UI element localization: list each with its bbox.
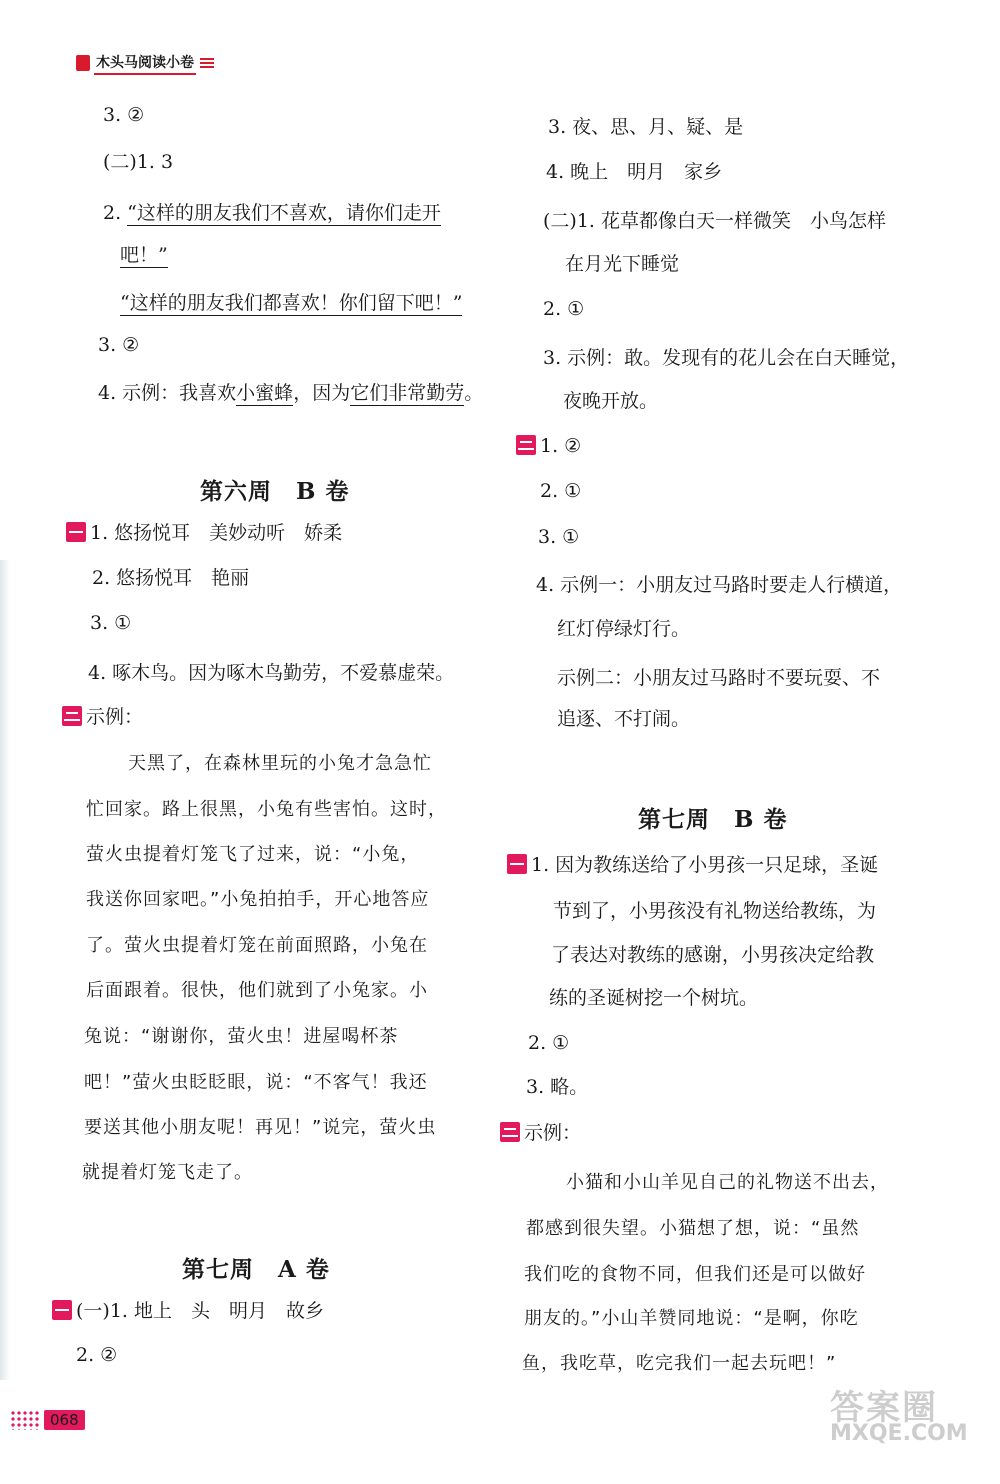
site-watermark xyxy=(830,1388,968,1447)
watermark-logo-text: 答案圈 xyxy=(830,1388,938,1428)
story-line: 天黑了，在森林里玩的小兔才急急忙 xyxy=(128,753,432,774)
story-line: 忙回家。路上很黑，小兔有些害怕。这时， xyxy=(86,799,447,820)
series-header xyxy=(76,52,214,74)
answer-line: (二)1. 花草都像白天一样微笑 小鸟怎样 xyxy=(543,210,886,232)
answer-line: 3. ① xyxy=(538,526,580,548)
answer-line xyxy=(66,520,342,546)
story-line: 都感到很失望。小猫想了想，说：“虽然 xyxy=(526,1218,860,1239)
answer-text: ，因为 xyxy=(293,382,351,404)
answer-line: 2. ① xyxy=(528,1032,570,1054)
answer-line: 2. ② xyxy=(76,1344,118,1366)
part-one-icon xyxy=(507,854,527,874)
story-line: 鱼，我吃草，吃完我们一起去玩吧！” xyxy=(522,1353,837,1374)
answer-line: 3. ① xyxy=(90,612,132,634)
answer-line: 4. 晚上 明月 家乡 xyxy=(546,161,723,183)
answer-text: 1. 悠扬悦耳 美妙动听 娇柔 xyxy=(90,522,343,544)
answer-line: 红灯停绿灯行。 xyxy=(557,618,691,640)
story-line: 了。萤火虫提着灯笼在前面照路，小兔在 xyxy=(86,935,428,956)
answer-number: 2. xyxy=(103,202,128,224)
answer-line xyxy=(62,704,143,730)
page-edge-shadow xyxy=(0,560,10,1380)
answer-line: 夜晚开放。 xyxy=(563,390,659,412)
answer-line: 了表达对教练的感谢，小男孩决定给教 xyxy=(551,944,875,966)
answer-text: 。 xyxy=(464,382,484,404)
story-line: 吧！”萤火虫眨眨眼，说：“不客气！我还 xyxy=(84,1072,428,1093)
answer-text: 示例： xyxy=(86,706,144,728)
story-line: 萤火虫提着灯笼飞了过来，说：“小兔， xyxy=(86,844,420,865)
answer-text: (一)1. 地上 头 明月 故乡 xyxy=(76,1300,324,1322)
answer-line: 4. 啄木鸟。因为啄木鸟勤劳，不爱慕虚荣。 xyxy=(88,662,455,684)
answer-line: 3. ② xyxy=(103,104,145,126)
watermark-url: MXQE.COM xyxy=(830,1421,968,1446)
answer-line: 4. 示例一：小朋友过马路时要走人行横道， xyxy=(536,574,903,596)
answer-line xyxy=(120,242,168,268)
story-line: 兔说：“谢谢你，萤火虫！进屋喝杯茶 xyxy=(84,1026,399,1047)
answer-text: 4. 示例：我喜欢 xyxy=(98,382,237,404)
answer-line xyxy=(500,1120,581,1146)
answer-line: 3. 略。 xyxy=(526,1076,589,1098)
story-line: 我们吃的食物不同，但我们还是可以做好 xyxy=(524,1264,866,1285)
answer-line: 3. 夜、思、月、疑、是 xyxy=(548,116,744,138)
story-line: 就提着灯笼飞走了。 xyxy=(82,1162,253,1183)
underlined-text: 它们非常勤劳 xyxy=(350,382,465,404)
answer-text: 示例： xyxy=(524,1122,582,1144)
section-heading: 第七周 A 卷 xyxy=(182,1256,330,1283)
section-heading: 第六周 B 卷 xyxy=(200,478,350,505)
story-line: 我送你回家吧。”小兔拍拍手，开心地答应 xyxy=(86,889,430,910)
answer-line: 练的圣诞树挖一个树坑。 xyxy=(549,987,759,1009)
answer-line: 示例二：小朋友过马路时不要玩耍、不 xyxy=(557,667,881,689)
underlined-quote: 吧！” xyxy=(120,244,168,266)
part-one-icon xyxy=(52,1300,72,1320)
answer-text: 1. ② xyxy=(540,435,582,457)
answer-line xyxy=(507,852,878,878)
answer-line xyxy=(103,200,441,226)
answer-line: (二)1. 3 xyxy=(103,151,174,173)
dot-pattern-icon xyxy=(10,1410,40,1430)
answer-line: 节到了，小男孩没有礼物送给教练，为 xyxy=(553,900,877,922)
story-line: 小猫和小山羊见自己的礼物送不出去， xyxy=(566,1172,889,1193)
header-lines-icon xyxy=(200,56,214,70)
horse-logo-icon xyxy=(76,55,90,71)
underlined-text: 小蜜蜂 xyxy=(236,382,294,404)
answer-text: 1. 因为教练送给了小男孩一只足球，圣诞 xyxy=(531,854,879,876)
series-title: 木头马阅读小卷 xyxy=(94,52,196,75)
part-one-icon xyxy=(66,522,86,542)
story-line: 后面跟着。很快，他们就到了小兔家。小 xyxy=(86,980,428,1001)
part-two-icon xyxy=(62,706,82,726)
answer-line: 在月光下睡觉 xyxy=(565,253,680,275)
story-line: 要送其他小朋友呢！再见！”说完，萤火虫 xyxy=(84,1117,437,1138)
answer-line: 2. ① xyxy=(543,298,585,320)
underlined-quote: “这样的朋友我们都喜欢！你们留下吧！” xyxy=(120,292,463,314)
answer-line: 追逐、不打闹。 xyxy=(557,708,691,730)
page-number: 068 xyxy=(44,1410,85,1430)
section-heading: 第七周 B 卷 xyxy=(638,806,788,833)
story-line: 朋友的。”小山羊赞同地说：“是啊，你吃 xyxy=(524,1308,859,1329)
part-two-icon xyxy=(516,435,536,455)
answer-line: 2. 悠扬悦耳 艳丽 xyxy=(92,567,250,589)
answer-line: 2. ① xyxy=(540,480,582,502)
answer-line: 3. 示例：敢。发现有的花儿会在白天睡觉， xyxy=(543,347,910,369)
underlined-quote: “这样的朋友我们不喜欢，请你们走开 xyxy=(127,202,441,224)
part-two-icon xyxy=(500,1122,520,1142)
page-footer xyxy=(10,1410,85,1430)
answer-line xyxy=(516,433,581,459)
answer-line xyxy=(120,290,462,316)
answer-line: 3. ② xyxy=(98,334,140,356)
answer-line xyxy=(52,1298,324,1324)
answer-line xyxy=(98,380,483,406)
